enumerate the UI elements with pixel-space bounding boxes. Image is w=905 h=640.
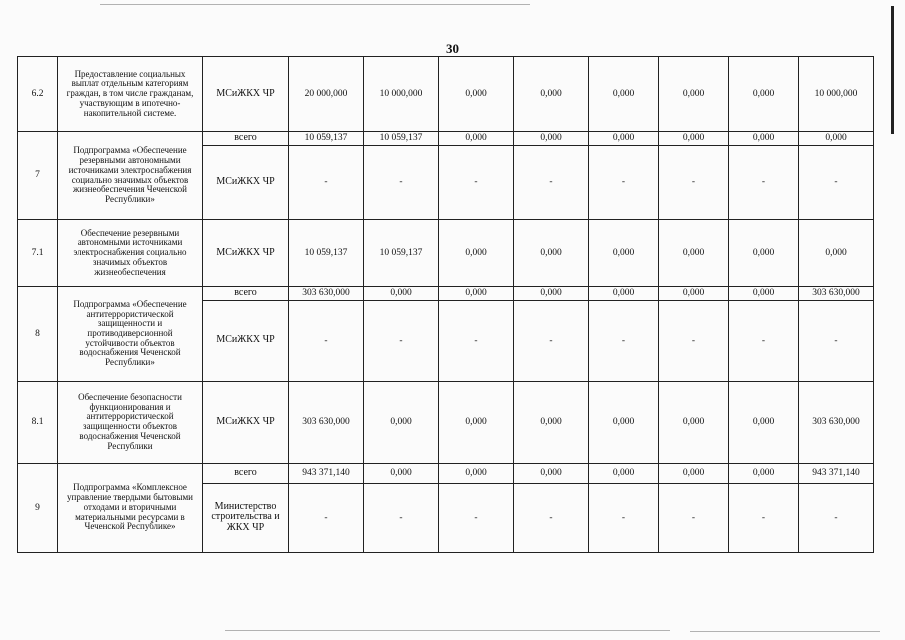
value-cell: 0,000 bbox=[439, 220, 514, 287]
value-cell: 303 630,000 bbox=[799, 287, 874, 301]
value-cell: - bbox=[364, 146, 439, 220]
value-cell: 0,000 bbox=[364, 463, 439, 483]
value-cell: 303 630,000 bbox=[289, 287, 364, 301]
table-row bbox=[18, 57, 874, 132]
value-cell: 0,000 bbox=[439, 132, 514, 146]
value-cell: - bbox=[659, 300, 729, 381]
value-cell: 0,000 bbox=[729, 463, 799, 483]
value-cell: - bbox=[514, 300, 589, 381]
value-cell: 10 000,000 bbox=[364, 57, 439, 132]
value-cell: 0,000 bbox=[589, 381, 659, 463]
value-cell: - bbox=[659, 483, 729, 552]
value-cell: 10 059,137 bbox=[289, 220, 364, 287]
value-cell: 0,000 bbox=[729, 381, 799, 463]
value-cell: 303 630,000 bbox=[289, 381, 364, 463]
value-cell: 0,000 bbox=[589, 57, 659, 132]
value-cell: - bbox=[289, 483, 364, 552]
value-cell: 0,000 bbox=[659, 287, 729, 301]
value-cell: 0,000 bbox=[799, 220, 874, 287]
row-name: Обеспечение безопасности функционирования и антитеррористической защищенности объектов водоснабжения Чеченской Республики bbox=[58, 381, 203, 463]
value-cell: - bbox=[364, 300, 439, 381]
value-cell: 0,000 bbox=[514, 132, 589, 146]
table-row bbox=[18, 381, 874, 463]
value-cell: 20 000,000 bbox=[289, 57, 364, 132]
row-name: Предоставление социальных выплат отдельным категориям граждан, в том числе гражданам, участвующим в ипотечно-накопительной системе. bbox=[58, 57, 203, 132]
value-cell: 10 059,137 bbox=[289, 132, 364, 146]
value-cell: 0,000 bbox=[729, 287, 799, 301]
value-cell: 0,000 bbox=[364, 287, 439, 301]
table-row bbox=[18, 287, 874, 301]
row-code: 8.1 bbox=[18, 381, 58, 463]
value-cell: 0,000 bbox=[659, 220, 729, 287]
value-cell: 0,000 bbox=[659, 381, 729, 463]
value-cell: - bbox=[729, 146, 799, 220]
row-executor-total: всего bbox=[203, 132, 289, 146]
value-cell: 303 630,000 bbox=[799, 381, 874, 463]
scan-artifact-top bbox=[100, 4, 530, 5]
value-cell: 0,000 bbox=[439, 57, 514, 132]
value-cell: 0,000 bbox=[439, 287, 514, 301]
value-cell: - bbox=[439, 483, 514, 552]
row-executor: МСиЖКХ ЧР bbox=[203, 146, 289, 220]
value-cell: 0,000 bbox=[799, 132, 874, 146]
value-cell: 0,000 bbox=[729, 57, 799, 132]
table-row bbox=[18, 220, 874, 287]
row-executor: МСиЖКХ ЧР bbox=[203, 300, 289, 381]
row-code: 7 bbox=[18, 132, 58, 220]
row-executor: МСиЖКХ ЧР bbox=[203, 381, 289, 463]
value-cell: 10 000,000 bbox=[799, 57, 874, 132]
row-name: Подпрограмма «Комплексное управление твердыми бытовыми отходами и вторичными материальными ресурсами в Чеченской Республике» bbox=[58, 463, 203, 552]
row-name: Обеспечение резервными автономными источниками электроснабжения социально значимых объектов жизнеобеспечения bbox=[58, 220, 203, 287]
value-cell: 0,000 bbox=[364, 381, 439, 463]
value-cell: 943 371,140 bbox=[799, 463, 874, 483]
value-cell: 0,000 bbox=[589, 220, 659, 287]
value-cell: - bbox=[289, 146, 364, 220]
value-cell: - bbox=[364, 483, 439, 552]
value-cell: 0,000 bbox=[659, 463, 729, 483]
value-cell: - bbox=[514, 146, 589, 220]
row-code: 9 bbox=[18, 463, 58, 552]
row-code: 8 bbox=[18, 287, 58, 382]
value-cell: 0,000 bbox=[659, 132, 729, 146]
value-cell: - bbox=[589, 483, 659, 552]
row-code: 7.1 bbox=[18, 220, 58, 287]
value-cell: - bbox=[729, 483, 799, 552]
row-executor-total: всего bbox=[203, 287, 289, 301]
value-cell: 0,000 bbox=[514, 287, 589, 301]
value-cell: 0,000 bbox=[514, 57, 589, 132]
page-number: 30 bbox=[446, 41, 459, 56]
row-name: Подпрограмма «Обеспечение антитеррористической защищенности и противодиверсионной устойчивости объектов водоснабжения Чеченской Республики» bbox=[58, 287, 203, 382]
value-cell: - bbox=[589, 300, 659, 381]
scan-artifact-bottom bbox=[225, 630, 670, 631]
value-cell: 10 059,137 bbox=[364, 132, 439, 146]
value-cell: - bbox=[799, 146, 874, 220]
value-cell: 10 059,137 bbox=[364, 220, 439, 287]
value-cell: - bbox=[729, 300, 799, 381]
value-cell: - bbox=[289, 300, 364, 381]
value-cell: 0,000 bbox=[729, 132, 799, 146]
scan-edge-mark bbox=[891, 6, 894, 134]
row-executor-total: всего bbox=[203, 463, 289, 483]
value-cell: 0,000 bbox=[589, 132, 659, 146]
value-cell: - bbox=[514, 483, 589, 552]
value-cell: - bbox=[439, 146, 514, 220]
value-cell: - bbox=[799, 483, 874, 552]
value-cell: - bbox=[439, 300, 514, 381]
row-executor: МСиЖКХ ЧР bbox=[203, 57, 289, 132]
row-executor: Министерство строительства и ЖКХ ЧР bbox=[203, 483, 289, 552]
value-cell: 0,000 bbox=[514, 381, 589, 463]
row-code: 6.2 bbox=[18, 57, 58, 132]
value-cell: 0,000 bbox=[514, 463, 589, 483]
value-cell: 0,000 bbox=[729, 220, 799, 287]
row-executor: МСиЖКХ ЧР bbox=[203, 220, 289, 287]
value-cell: 0,000 bbox=[659, 57, 729, 132]
value-cell: 0,000 bbox=[589, 463, 659, 483]
value-cell: 0,000 bbox=[439, 463, 514, 483]
scan-artifact-bottom-right bbox=[690, 631, 880, 632]
table-row bbox=[18, 132, 874, 146]
value-cell: 0,000 bbox=[514, 220, 589, 287]
value-cell: - bbox=[799, 300, 874, 381]
row-name: Подпрограмма «Обеспечение резервными автономными источниками электроснабжения социально значимых объектов жизнеобеспечения Чеченской Республики» bbox=[58, 132, 203, 220]
value-cell: 943 371,140 bbox=[289, 463, 364, 483]
table-row bbox=[18, 463, 874, 483]
value-cell: - bbox=[659, 146, 729, 220]
budget-table-body bbox=[18, 57, 874, 553]
value-cell: 0,000 bbox=[589, 287, 659, 301]
value-cell: 0,000 bbox=[439, 381, 514, 463]
value-cell: - bbox=[589, 146, 659, 220]
budget-table bbox=[17, 56, 874, 553]
